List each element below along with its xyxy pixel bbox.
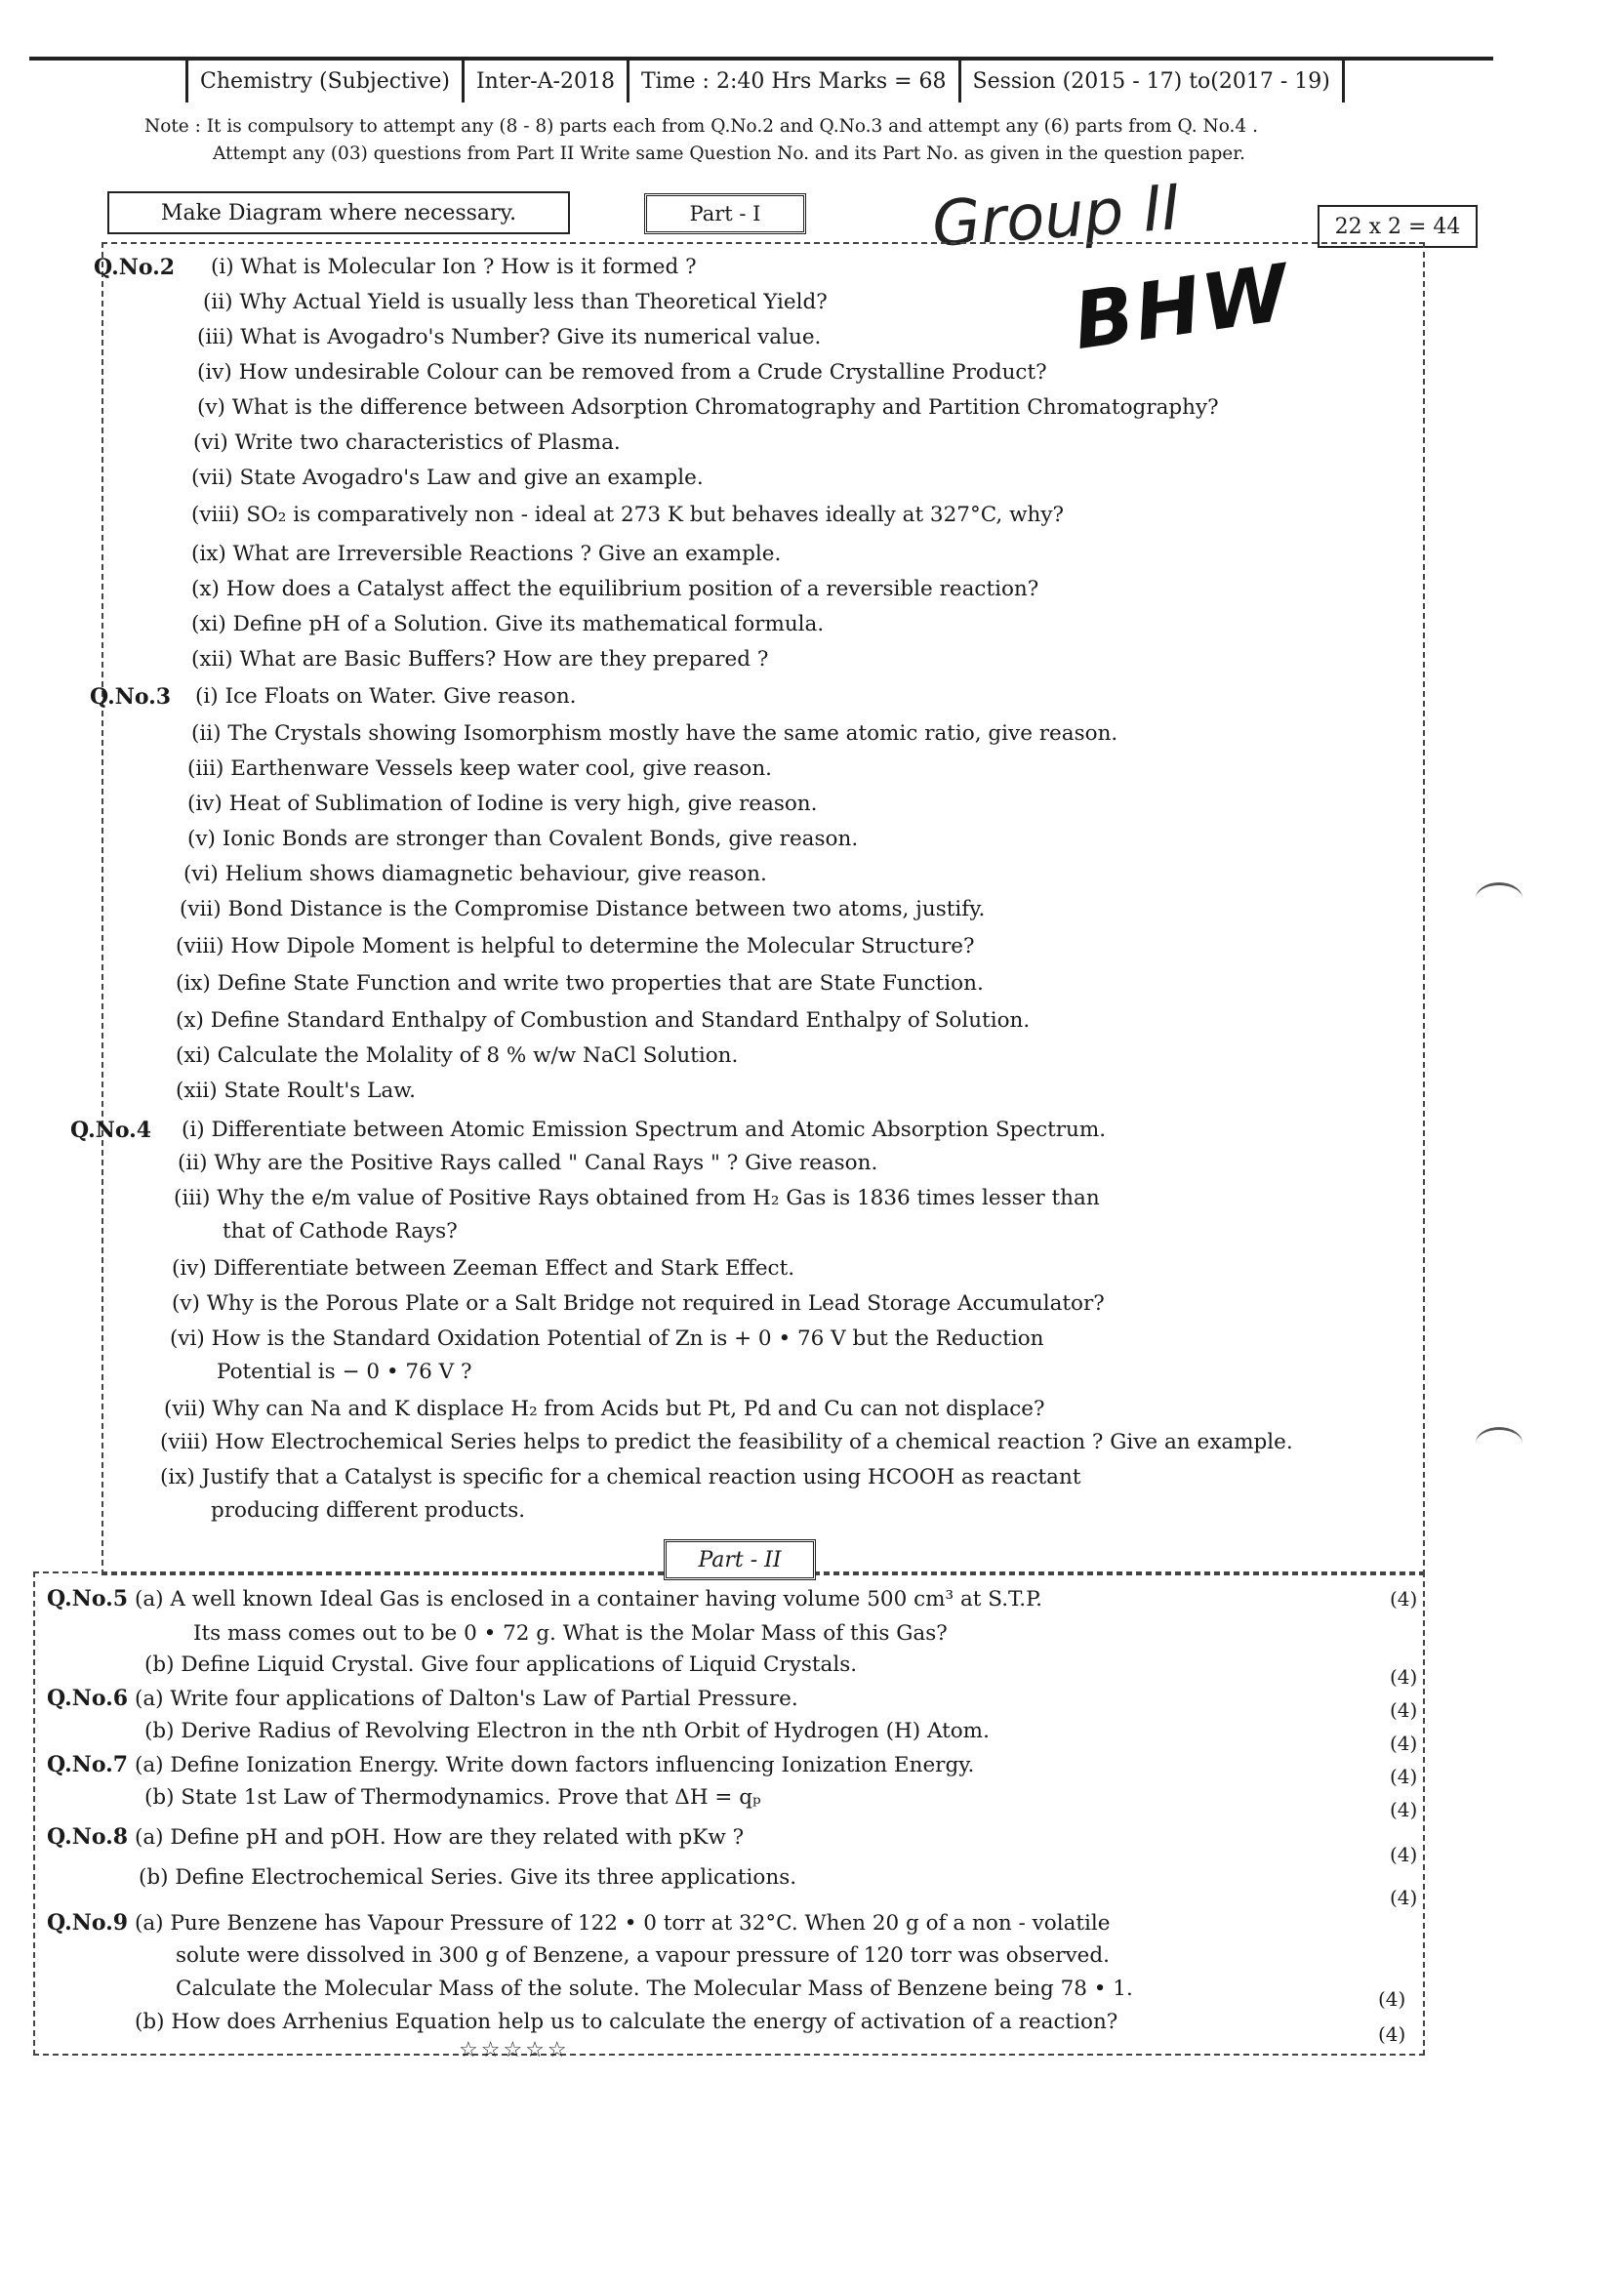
part-letter: (b) [144, 1719, 175, 1743]
question-text: A well known Ideal Gas is enclosed in a container having volume 500 cm³ at S.T.P. [170, 1587, 1043, 1611]
subject-cell: Chemistry (Subjective) [185, 60, 462, 102]
question-item: (vii) State Avogadro's Law and give an example. [191, 466, 704, 490]
question-item: (v) Ionic Bonds are stronger than Covalent Bonds, give reason. [187, 827, 859, 851]
part-2-row [139, 1860, 796, 1896]
note-line-1: Note : It is compulsory to attempt any (8 - 8) parts each from Q.No.2 and Q.No.3 and attempt any (6) parts from Q. No.4 . [144, 116, 1258, 137]
part-2-row [47, 1681, 798, 1717]
question-item: (vii) Bond Distance is the Compromise Distance between two atoms, justify. [180, 897, 986, 921]
question-text: Define Electrochemical Series. Give its three applications. [175, 1865, 797, 1890]
marks: (4) [1390, 1698, 1418, 1722]
part-2-row [144, 1780, 761, 1815]
question-text: Pure Benzene has Vapour Pressure of 122 • 0 torr at 32°C. When 20 g of a non - volatile [170, 1911, 1111, 1936]
question-item: (xii) State Roult's Law. [176, 1079, 416, 1103]
question-text: Define pH and pOH. How are they related with pKw ? [170, 1825, 745, 1850]
marks: (4) [1378, 1987, 1406, 2011]
exam-header [185, 57, 1493, 105]
question-item: (iv) Differentiate between Zeeman Effect and Stark Effect. [172, 1256, 795, 1281]
question-item: (iii) Why the e/m value of Positive Rays obtained from H₂ Gas is 1836 times lesser than [174, 1186, 1100, 1210]
question-item: (iv) How undesirable Colour can be removed from a Crude Crystalline Product? [197, 360, 1047, 385]
question-text: Define Ionization Energy. Write down factors influencing Ionization Energy. [170, 1753, 975, 1777]
instructions-note [144, 113, 1530, 168]
handwritten-code: BHW [1068, 246, 1296, 368]
question-label: Q.No.3 [90, 684, 172, 710]
session-cell: Session (2015 - 17) to(2017 - 19) [958, 60, 1345, 102]
question-item: (xi) Calculate the Molality of 8 % w/w NaCl Solution. [176, 1043, 739, 1068]
time-marks-cell: Time : 2:40 Hrs Marks = 68 [627, 60, 958, 102]
question-item: that of Cathode Rays? [223, 1219, 458, 1244]
question-label: Q.No.4 [70, 1118, 152, 1143]
part-1-label: Part - I [644, 193, 806, 234]
question-item: (ii) The Crystals showing Isomorphism mostly have the same atomic ratio, give reason. [191, 721, 1118, 746]
question-text: How does Arrhenius Equation help us to calculate the energy of activation of a reaction? [171, 2010, 1118, 2034]
part-2-row [47, 1905, 1111, 1941]
question-item: (ix) Define State Function and write two properties that are State Function. [176, 971, 984, 996]
question-label: Q.No.8 [47, 1824, 129, 1850]
question-label: Q.No.7 [47, 1752, 129, 1777]
part-2-label: Part - II [664, 1539, 816, 1580]
question-item: (x) Define Standard Enthalpy of Combustion and Standard Enthalpy of Solution. [176, 1008, 1031, 1033]
question-text: Define Liquid Crystal. Give four applications of Liquid Crystals. [181, 1652, 858, 1677]
question-item: (vi) Helium shows diamagnetic behaviour, give reason. [183, 862, 767, 886]
question-item: producing different products. [211, 1498, 526, 1523]
question-item: (viii) SO₂ is comparatively non - ideal at 273 K but behaves ideally at 327°C, why? [191, 503, 1064, 527]
handwritten-group: Group II [929, 172, 1183, 262]
part-2-row [47, 1747, 974, 1783]
part-2-row [135, 2005, 1117, 2040]
question-item: (vi) Write two characteristics of Plasma. [193, 430, 621, 455]
question-item: (ix) What are Irreversible Reactions ? Give an example. [191, 542, 782, 566]
question-item: (v) What is the difference between Adsorption Chromatography and Partition Chromatography? [197, 395, 1219, 420]
question-item: (vi) How is the Standard Oxidation Potential of Zn is + 0 • 76 V but the Reduction [170, 1326, 1044, 1351]
question-text: solute were dissolved in 300 g of Benzene, a vapour pressure of 120 torr was observed. [176, 1943, 1110, 1968]
question-item: (iii) Earthenware Vessels keep water cool, give reason. [187, 756, 773, 781]
question-item: (v) Why is the Porous Plate or a Salt Bridge not required in Lead Storage Accumulator? [172, 1291, 1105, 1316]
question-item: (iii) What is Avogadro's Number? Give its numerical value. [197, 325, 822, 349]
question-text: Write four applications of Dalton's Law of Partial Pressure. [170, 1687, 798, 1711]
punch-hole-mark [1476, 1427, 1522, 1459]
question-label: Q.No.6 [47, 1686, 129, 1711]
marks: (4) [1390, 1843, 1418, 1866]
question-item: (i) Differentiate between Atomic Emission Spectrum and Atomic Absorption Spectrum. [182, 1118, 1107, 1142]
question-text: Derive Radius of Revolving Electron in the nth Orbit of Hydrogen (H) Atom. [181, 1719, 990, 1743]
part-letter: (a) [134, 1587, 164, 1611]
footer-stars: ☆☆☆☆☆ [459, 2038, 570, 2062]
part-letter: (b) [135, 2010, 165, 2034]
note-line-2: Attempt any (03) questions from Part II Write same Question No. and its Part No. as given in the question paper. [213, 143, 1245, 164]
question-label: Q.No.9 [47, 1910, 129, 1936]
question-text: Its mass comes out to be 0 • 72 g. What is the Molar Mass of this Gas? [193, 1621, 948, 1646]
question-item: (xi) Define pH of a Solution. Give its mathematical formula. [191, 612, 825, 636]
part-2-row [47, 1819, 744, 1856]
exam-cell: Inter-A-2018 [462, 60, 627, 102]
question-item: (viii) How Electrochemical Series helps to predict the feasibility of a chemical reaction ? Give an example. [160, 1430, 1293, 1454]
question-item: (viii) How Dipole Moment is helpful to determine the Molecular Structure? [176, 934, 975, 958]
part-letter: (a) [134, 1687, 164, 1711]
question-item: (ii) Why Actual Yield is usually less than Theoretical Yield? [203, 290, 828, 314]
part-2-row [144, 1714, 990, 1749]
part-2-row [47, 1581, 1042, 1617]
part-letter: (a) [134, 1753, 164, 1777]
part-letter: (b) [144, 1785, 175, 1810]
question-item: (xii) What are Basic Buffers? How are they prepared ? [191, 647, 769, 672]
part-1-marks-box: 22 x 2 = 44 [1318, 205, 1478, 248]
question-label: Q.No.5 [47, 1586, 129, 1611]
question-item: (x) How does a Catalyst affect the equilibrium position of a reversible reaction? [191, 577, 1039, 601]
question-item: (iv) Heat of Sublimation of Iodine is very high, give reason. [187, 792, 818, 816]
part-2-row [144, 1648, 857, 1683]
question-item: (i) What is Molecular Ion ? How is it formed ? [211, 255, 697, 279]
question-item: (vii) Why can Na and K displace H₂ from Acids but Pt, Pd and Cu can not displace? [164, 1397, 1045, 1421]
question-item: (ix) Justify that a Catalyst is specific for a chemical reaction using HCOOH as reactant [160, 1465, 1081, 1489]
marks: (4) [1378, 2022, 1406, 2046]
part-letter: (a) [134, 1911, 164, 1936]
question-item: (i) Ice Floats on Water. Give reason. [195, 684, 577, 709]
question-label: Q.No.2 [94, 255, 176, 280]
part-letter: (b) [139, 1865, 169, 1890]
question-item: Potential is − 0 • 76 V ? [217, 1360, 472, 1384]
marks: (4) [1390, 1798, 1418, 1821]
question-item: (ii) Why are the Positive Rays called " Canal Rays " ? Give reason. [178, 1151, 878, 1175]
marks: (4) [1390, 1665, 1418, 1689]
punch-hole-mark [1476, 882, 1522, 915]
part-letter: (b) [144, 1652, 175, 1677]
diagram-instruction-box: Make Diagram where necessary. [107, 191, 570, 234]
question-text: State 1st Law of Thermodynamics. Prove that ΔH = qₚ [181, 1785, 761, 1810]
marks: (4) [1390, 1587, 1418, 1611]
marks: (4) [1390, 1765, 1418, 1788]
marks: (4) [1390, 1886, 1418, 1909]
part-letter: (a) [134, 1825, 164, 1850]
question-text: Calculate the Molecular Mass of the solute. The Molecular Mass of Benzene being 78 • 1. [176, 1977, 1133, 2001]
marks: (4) [1390, 1732, 1418, 1755]
